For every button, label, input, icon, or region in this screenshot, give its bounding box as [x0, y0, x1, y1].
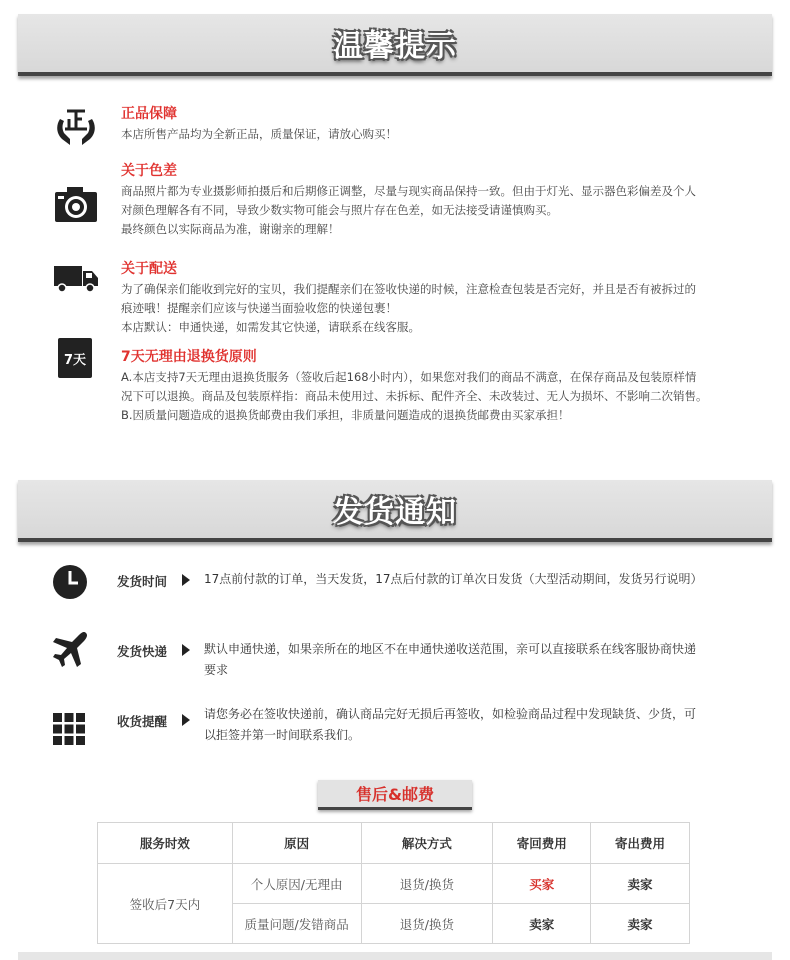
- solution-cell: 退货/换货: [361, 904, 493, 944]
- grid-icon: [52, 712, 86, 746]
- notice-banner-title: 温馨提示: [333, 29, 457, 64]
- notice-line: 痕迹哦！提醒亲们应该与快递当面验收您的快递包裹！: [121, 301, 397, 315]
- period-cell: 签收后7天内: [98, 864, 233, 944]
- column-header: 原因: [232, 823, 361, 864]
- airplane-icon: [50, 630, 90, 670]
- notice-line: 本店默认：申通快递，如需发其它快递，请联系在线客服。: [121, 320, 420, 334]
- shipping-text: [204, 569, 764, 590]
- arrow-right-icon: [182, 644, 190, 656]
- notice-title: 正品保障: [121, 106, 177, 122]
- notice-line: 商品照片都为专业摄影师拍摄后和后期修正调整，尽量与现实商品保持一致。但由于灯光、显示器色彩偏差及个人: [121, 184, 696, 198]
- camera-icon: [52, 184, 100, 226]
- after-sales-title: 售后&邮费: [318, 780, 472, 810]
- table-header-row: [98, 823, 690, 864]
- shipping-line: 默认申通快递，如果亲所在的地区不在申通快递收送范围，亲可以直接联系在线客服协商快递: [204, 642, 697, 656]
- notice-line: 最终颜色以实际商品为准，谢谢亲的理解！: [121, 222, 340, 236]
- column-header: 解决方式: [361, 823, 493, 864]
- shipping-text: [204, 704, 764, 746]
- column-header: 寄出费用: [591, 823, 690, 864]
- notice-line: B.因质量问题造成的退换货邮费由我们承担，非质量问题造成的退换货邮费由买家承担！: [121, 408, 570, 422]
- notice-body: [121, 280, 751, 337]
- seven-day-calendar-icon: [58, 338, 92, 378]
- return-fee-cell: 买家: [493, 864, 591, 904]
- shipping-label: 发货快递: [117, 644, 168, 659]
- clock-icon: [50, 562, 90, 602]
- notice-line: 对颜色理解各有不同，导致少数实物可能会与照片存在色差，如无法接受请谨慎购买。: [121, 203, 558, 217]
- notice-title: 关于色差: [121, 163, 177, 179]
- shipping-line: 请您务必在签收快递前，确认商品完好无损后再签收，如检验商品过程中发现缺货、少货，可: [204, 707, 697, 721]
- notice-body: [121, 182, 751, 239]
- shipping-label: 收货提醒: [117, 714, 168, 729]
- arrow-right-icon: [182, 574, 190, 586]
- send-fee-cell: 卖家: [591, 864, 690, 904]
- solution-cell: 退货/换货: [361, 864, 493, 904]
- genuine-hands-icon: [52, 105, 100, 147]
- notice-title: 关于配送: [121, 261, 177, 277]
- after-sales-table: [97, 822, 690, 944]
- shipping-banner-title: 发货通知: [333, 495, 457, 530]
- column-header: 服务时效: [98, 823, 233, 864]
- send-fee-cell: 卖家: [591, 904, 690, 944]
- table-row: [98, 864, 690, 904]
- calendar-icon-text: 7天: [63, 352, 87, 368]
- shipping-line: 17点前付款的订单，当天发货，17点后付款的订单次日发货（大型活动期间，发货另行说明）: [204, 572, 703, 586]
- shipping-line: 以拒签并第一时间联系我们。: [204, 728, 361, 742]
- notice-title: 7天无理由退换货原则: [121, 349, 257, 365]
- notice-line: 为了确保亲们能收到完好的宝贝，我们提醒亲们在签收快递的时候，注意检查包装是否完好，并且是否有被拆过的: [121, 282, 696, 296]
- return-fee-cell: 卖家: [493, 904, 591, 944]
- reason-cell: 质量问题/发错商品: [232, 904, 361, 944]
- notice-body: [121, 125, 751, 144]
- bottom-divider: [18, 952, 772, 960]
- notice-line: 本店所售产品均为全新正品，质量保证，请放心购买！: [121, 127, 397, 141]
- notice-line: 况下可以退换。商品及包装原样指：商品未使用过、未拆标、配件齐全、未改装过、无人为损坏、不影响二次销售。: [121, 389, 708, 403]
- truck-icon: [52, 258, 100, 300]
- shipping-line: 要求: [204, 663, 229, 677]
- notice-banner: [18, 14, 772, 76]
- shipping-text: [204, 639, 764, 681]
- notice-line: A.本店支持7天无理由退换货服务（签收后起168小时内），如果您对我们的商品不满意，在保存商品及包装原样情: [121, 370, 697, 384]
- shipping-label: 发货时间: [117, 574, 168, 589]
- arrow-right-icon: [182, 714, 190, 726]
- notice-body: [121, 368, 751, 425]
- shipping-banner: [18, 480, 772, 542]
- column-header: 寄回费用: [493, 823, 591, 864]
- reason-cell: 个人原因/无理由: [232, 864, 361, 904]
